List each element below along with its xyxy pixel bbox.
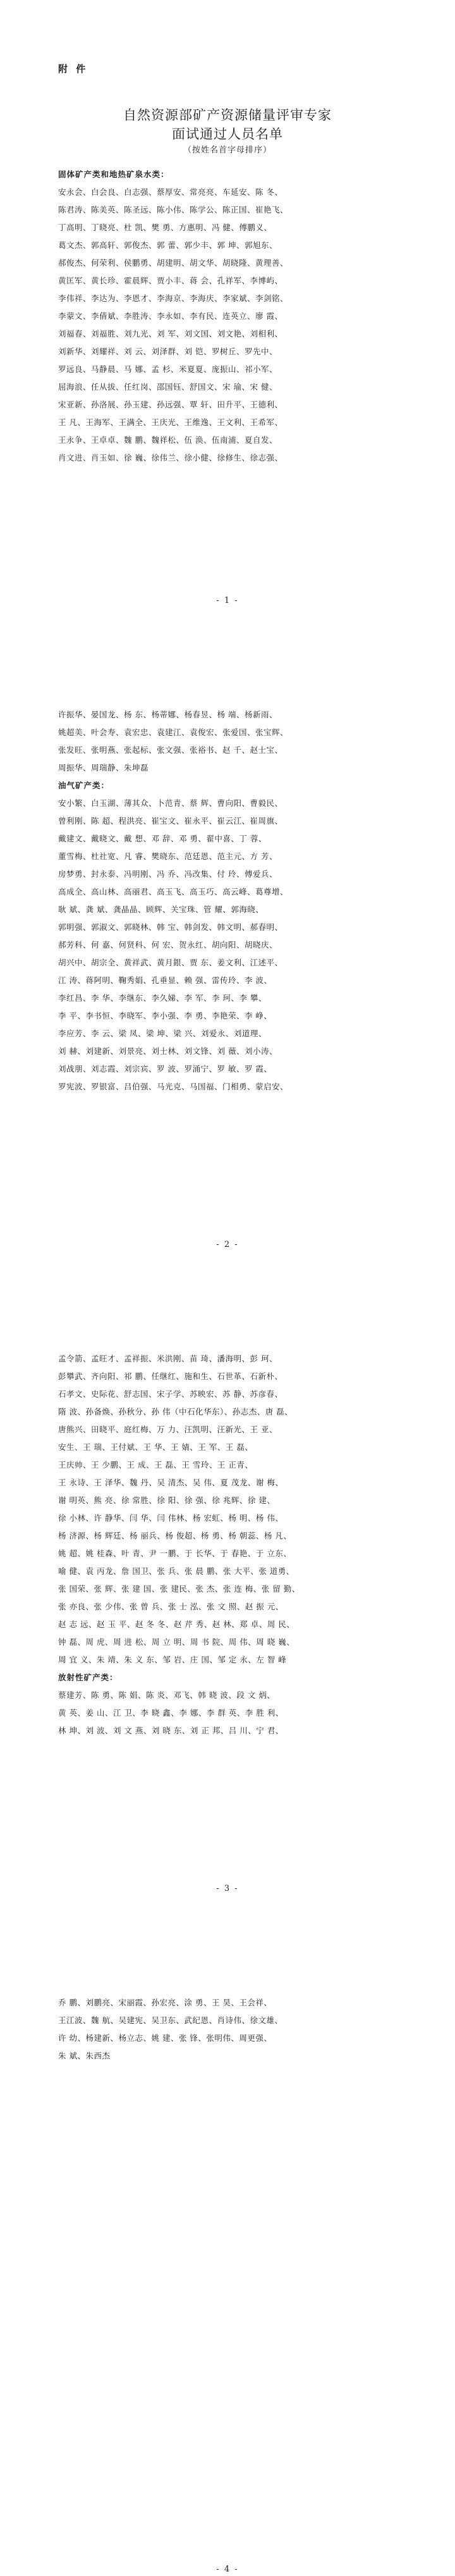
name-list-row: 王 永诗、王 泽华、魏 丹、吴 清杰、吴 伟、夏 茂龙、谢 梅、 (58, 1478, 284, 1487)
name-list-row: 张发旺、张明燕、张起标、张文强、张裕书、赵 千、赵士宝、 (58, 745, 283, 755)
name-list-row: 刘战朋、刘志霞、刘宗宾、罗 波、罗涌宁、罗 敏、罗 霞、 (58, 1064, 272, 1074)
name-list-row: 朱 斌、朱西杰 (58, 2051, 111, 2060)
name-list-row: 隋 波、孙备焕、孙秋分、孙 伟（中石化华东）、孙志杰、唐 磊、 (58, 1407, 293, 1416)
name-list-row: 周振华、周瑞静、朱坤磊 (58, 763, 149, 772)
name-list-row: 安永会、白会良、白志强、蔡厚安、常亮亮、车延安、陈 冬、 (58, 187, 283, 197)
page-1 (0, 0, 455, 644)
category-heading: 放射性矿产类： (58, 1673, 118, 1682)
name-list-row: 郝俊杰、何荣利、侯鹏勇、胡建明、胡文华、胡晓隆、黄理善、 (58, 258, 289, 268)
name-list-row: 李红昌、李 华、李继东、李久娣、李 军、李 珂、李 攀、 (58, 993, 267, 1003)
name-list-row: 郝芳科、何 嘉、何贤科、何 宏、贺永红、胡向阳、胡晓庆、 (58, 940, 277, 950)
name-list-row: 高成全、高山林、高丽君、高玉飞、高玉巧、高云峰、葛尊增、 (58, 887, 289, 896)
name-list-row: 林 坤、刘 波、刘 文 燕、刘 晓 东、刘 正 邦、吕 川、宁 君、 (58, 1726, 284, 1735)
name-list-row: 李应芳、李 云、梁 凤、梁 坤、梁 兴、刘爱永、刘道理、 (58, 1029, 267, 1038)
name-list-row: 曾利刚、陈 超、程洪亮、崔宝文、崔永平、崔云江、崔周旗、 (58, 816, 283, 826)
name-list-row: 罗远良、马静晨、马 娜、孟 杉、米夏夏、庞振山、祁小军、 (58, 364, 277, 374)
name-list-row: 胡兴中、胡宗全、黄祥武、黄月銀、贾 东、姜文利、江述平、 (58, 958, 283, 967)
page-number: - 4 - (216, 2565, 239, 2574)
name-list-row: 李蒙文、李倩斌、李胜涛、李永如、李有民、连英立、廖 霞、 (58, 311, 283, 321)
name-list-row: 蔡建芳、陈 勇、陈 娟、陈 炎、邓飞、韩 晓 波、段 文 炳、 (58, 1690, 276, 1700)
name-list-row: 董雪梅、杜社宽、凡 睿、樊晓东、范廷恩、范主元、方 芳、 (58, 851, 277, 861)
name-list-row: 王 凡、王海军、王满全、王庆光、王维逸、王文利、王希军、 (58, 418, 283, 427)
name-list-row: 郭明强、郭淑文、郭晓林、韩 宝、韩剑发、韩文明、郝春明、 (58, 922, 283, 932)
name-list-row: 丁高明、丁晓亮、杜 凯、樊 勇、方惠明、冯 健、傅鹏义、 (58, 223, 272, 232)
category-heading: 油气矿产类： (58, 781, 110, 790)
name-list-row: 姚 超、姚 桂森、叶 青、尹 一鹏、于 长华、于 春艳、于 立东、 (58, 1549, 292, 1558)
page-number: - 2 - (216, 1240, 239, 1249)
name-list-row: 安小繁、白玉湖、薄其众、卜范青、蔡 辉、曹向阳、曹毅民、 (58, 798, 283, 808)
document-subtitle: （按姓名首字母排序） (183, 146, 272, 155)
name-list-row: 刘新华、刘耀祥、刘 云、刘泽群、刘 铠、罗树丘、罗先中、 (58, 347, 277, 356)
page-number: - 1 - (216, 596, 239, 605)
page-content (58, 166, 399, 467)
page-number: - 3 - (216, 1884, 239, 1893)
document-title-line-2: 面试通过人员名单 (172, 127, 283, 142)
name-list-row: 许振华、晏国龙、杨 东、杨蒂娜、杨春昱、杨 端、杨新雨、 (58, 710, 277, 719)
name-list-row: 石孝文、史际花、舒志国、宋子学、苏映宏、苏 静、苏彦春、 (58, 1389, 283, 1399)
name-list-row: 王庆帅、王 少鹏、王 成、王 磊、王 雪玲、王 正青、 (58, 1460, 253, 1470)
name-list-row: 王永争、王卓卓、魏 鹏、魏祥松、伍 涣、伍南浦、夏自发、 (58, 435, 277, 445)
name-list-row: 江 涛、蒋阿明、鞠秀娟、孔垂显、赖 强、雷传玲、李 波、 (58, 975, 272, 985)
name-list-row: 周 宜 义、朱 靖、朱 义 东、邹 岩、庄 国、邹 定 永、左 智 峰 (58, 1655, 287, 1664)
name-list-row: 王江波、魏 航、吴建宪、吴卫东、武纪恩、肖诗伟、徐文雄、 (58, 2016, 283, 2025)
attachment-label: 附 件 (58, 63, 88, 75)
page-4 (0, 1932, 455, 2576)
page-2 (0, 644, 455, 1288)
name-list-row: 徐 小林、许 静华、闫 华、闫 伟林、杨 宏虹、杨 明、杨 伟、 (58, 1513, 284, 1523)
name-list-row: 李伟祥、李达为、李恩才、李海京、李海庆、李家斌、李剑铭、 (58, 294, 289, 303)
name-list-row: 钟 磊、周 虎、周 进 松、周 立 明、周 书 院、周 伟、周 晓 巍、 (58, 1637, 295, 1647)
page-content (58, 1994, 399, 2065)
name-list-row: 葛文杰、郭高轩、郭俊杰、郭 蕾、郭少丰、郭 坤、郭旭东、 (58, 240, 277, 250)
page-3 (0, 1288, 455, 1932)
document-title-line-1: 自然资源部矿产资源储量评审专家 (123, 108, 332, 123)
name-list-row: 刘 赫、刘建新、刘景亮、刘士林、刘文锋、刘 薇、刘小涛、 (58, 1046, 277, 1056)
name-list-row: 彭攀武、齐向阳、祁 鹏、任继红、施和生、石世革、石新朴、 (58, 1372, 283, 1381)
name-list-row: 谢 明英、熊 亮、徐 常胜、徐 阳、徐 强、徐 兆辉、徐 建、 (58, 1495, 276, 1505)
name-list-row: 耿 斌、龚 斌、龚晶晶、顾辉、关宝珠、管 耀、郭海晓、 (58, 905, 264, 914)
name-list-row: 肖文进、肖玉如、徐 巍、徐伟兰、徐小健、徐修生、徐志强、 (58, 453, 283, 462)
name-list-row: 戴建文、戴晓文、戴 想、邓 辞、邓 勇、翟中喜、丁 蓉、 (58, 834, 267, 843)
name-list-row: 喻 健、袁 丙龙、詹 国卫、张 兵、张 晨 鹏、张 大平、张 道勇、 (58, 1566, 294, 1576)
name-list-row: 刘福春、刘福胜、刘九光、刘 军、刘文国、刘文艳、刘相利、 (58, 329, 283, 338)
name-list-row: 杨 济源、杨 辉廷、杨 丽兵、杨 俊超、杨 勇、杨 朝蕊、杨 凡、 (58, 1531, 292, 1540)
name-list-row: 罗宪波、罗银富、吕伯强、马光克、马国福、门相勇、蒙启安、 (58, 1082, 289, 1091)
page-content (58, 706, 399, 1096)
name-list-row: 孟令箭、孟旺才、孟祥振、米洪刚、苗 琦、潘海明、彭 珂、 (58, 1354, 277, 1363)
name-list-row: 安生、王 瑞、王付斌、王 华、王 婧、王 军、王 磊、 (58, 1442, 253, 1452)
name-list-row: 唐熊兴、田晓平、庭红梅、万 力、汪凯明、汪新光、王 亚、 (58, 1425, 277, 1434)
name-list-row: 房梦勇、封永泰、冯明刚、冯 乔、冯改集、付 玲、傅爱兵、 (58, 869, 277, 879)
name-list-row: 张 亦良、张 少伟、张 曾 兵、张 士 泓、张 文 照、赵 振 元、 (58, 1602, 284, 1611)
name-list-row: 黄匡军、黄长珍、霍晨辉、贾小丰、蒋 会、孔祥军、李博屿、 (58, 276, 283, 285)
name-list-row: 姚超美、叶会寿、袁宏忠、袁建江、袁俊宏、张爱国、张宝辉、 (58, 728, 289, 737)
category-heading: 固体矿产类和地热矿泉水类： (58, 170, 169, 179)
name-list-row: 张 国荣、张 辉、张 建 国、张 建民、张 杰、张 连 梅、张 留 勤、 (58, 1584, 300, 1594)
name-list-row: 许 幼、杨建新、杨立志、姚 建、张 锋、张明伟、周更强、 (58, 2033, 272, 2043)
name-list-row: 陈君涛、陈美英、陈圣远、陈小伟、陈学公、陈正国、崔艳飞、 (58, 205, 289, 214)
name-list-row: 屈海浪、任从拔、任红岗、邵国钰、舒国文、宋 瑜、宋 健、 (58, 382, 277, 392)
name-list-row: 李 平、李书恒、李晓军、李小强、李 勇、李艳荣、李 峥、 (58, 1011, 272, 1020)
name-list-row: 赵 志 远、赵 玉 平、赵 冬 冬、赵 芹 秀、赵 林、郑 卓、周 民、 (58, 1619, 295, 1629)
name-list-row: 宋亚新、孙洛展、孙玉建、孙远强、覃 轩、田升平、王德利、 (58, 400, 283, 409)
name-list-row: 乔 鹏、刘鹏亮、宋丽霞、孙宏亮、涂 勇、王 昊、王会祥、 (58, 1998, 272, 2007)
name-list-row: 黄 英、姜 山、江 卫、李 晓 鑫、李 娜、李 群 英、李 胜 利、 (58, 1708, 284, 1718)
page-content (58, 1350, 399, 1740)
